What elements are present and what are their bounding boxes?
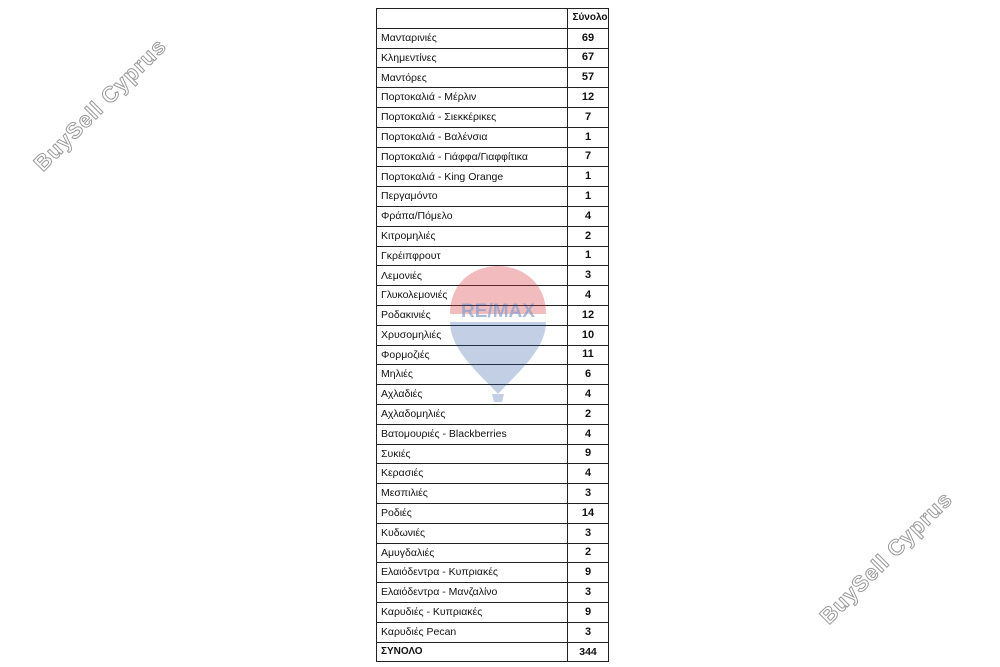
row-name: Κιτρομηλιές: [377, 226, 568, 246]
row-name: Ροδακινιές: [377, 305, 568, 325]
table-header-row: [377, 9, 609, 29]
row-value: 3: [568, 523, 609, 543]
balloon-blue-bottom: [450, 322, 546, 394]
remax-balloon-icon: [446, 264, 550, 404]
table-row: [377, 147, 609, 167]
balloon-basket: [492, 394, 504, 402]
row-name: Λεμονιές: [377, 266, 568, 286]
table-row: [377, 563, 609, 583]
row-value: 6: [568, 365, 609, 385]
header-name-cell: [377, 9, 568, 29]
table-row: [377, 187, 609, 207]
row-value: 4: [568, 286, 609, 306]
row-name: Καρυδιές - Κυπριακές: [377, 602, 568, 622]
table-row: [377, 622, 609, 642]
row-name: Κλημεντίνες: [377, 48, 568, 68]
row-name: Κερασιές: [377, 464, 568, 484]
row-name: Πορτοκαλιά - King Orange: [377, 167, 568, 187]
row-value: 1: [568, 127, 609, 147]
table-row: [377, 444, 609, 464]
row-value: 1: [568, 167, 609, 187]
row-value: 57: [568, 68, 609, 88]
row-value: 11: [568, 345, 609, 365]
table-row: [377, 523, 609, 543]
table-row: [377, 484, 609, 504]
row-value: 2: [568, 543, 609, 563]
row-value: 9: [568, 602, 609, 622]
row-name: Μεσπιλιές: [377, 484, 568, 504]
row-value: 1: [568, 246, 609, 266]
row-value: 67: [568, 48, 609, 68]
watermark-left: BuySell Cyprus: [28, 33, 172, 176]
table-row: [377, 127, 609, 147]
table-row: [377, 503, 609, 523]
logo-text: RE/MAX: [461, 301, 535, 322]
row-value: 4: [568, 385, 609, 405]
header-total-cell: Σύνολο: [568, 9, 609, 29]
row-name: Αχλαδομηλιές: [377, 404, 568, 424]
row-value: 9: [568, 444, 609, 464]
watermark-right: BuySell Cyprus: [814, 486, 958, 629]
row-name: Βατομουριές - Blackberries: [377, 424, 568, 444]
row-name: Χρυσομηλιές: [377, 325, 568, 345]
row-value: 3: [568, 266, 609, 286]
row-name: Γκρέιπφρουτ: [377, 246, 568, 266]
row-value: 3: [568, 622, 609, 642]
row-name: Καρυδιές Pecan: [377, 622, 568, 642]
row-value: 1: [568, 187, 609, 207]
row-name: Αχλαδιές: [377, 385, 568, 405]
row-value: 69: [568, 28, 609, 48]
row-name: Μαντόρες: [377, 68, 568, 88]
row-value: 12: [568, 88, 609, 108]
table-row: [377, 48, 609, 68]
table-row: [377, 68, 609, 88]
row-name: Πορτοκαλιά - Βαλένσια: [377, 127, 568, 147]
total-value: 344: [568, 642, 609, 662]
table-row: [377, 583, 609, 603]
table-row: [377, 167, 609, 187]
row-name: Γλυκολεμονιές: [377, 286, 568, 306]
row-name: Πορτοκαλιά - Μέρλιν: [377, 88, 568, 108]
row-name: Πορτοκαλιά - Γιάφφα/Γιαφφίτικα: [377, 147, 568, 167]
row-value: 12: [568, 305, 609, 325]
row-value: 3: [568, 484, 609, 504]
table-row: [377, 88, 609, 108]
table-row: [377, 404, 609, 424]
row-value: 9: [568, 563, 609, 583]
row-value: 10: [568, 325, 609, 345]
row-value: 2: [568, 404, 609, 424]
row-value: 14: [568, 503, 609, 523]
row-name: Μανταρινιές: [377, 28, 568, 48]
row-value: 2: [568, 226, 609, 246]
row-value: 7: [568, 107, 609, 127]
row-name: Φορμοζιές: [377, 345, 568, 365]
total-label: ΣΥΝΟΛΟ: [377, 642, 568, 662]
table-row: [377, 464, 609, 484]
row-name: Περγαμόντο: [377, 187, 568, 207]
row-value: 4: [568, 424, 609, 444]
table-row: [377, 107, 609, 127]
row-name: Πορτοκαλιά - Σιεκκέρικες: [377, 107, 568, 127]
table-row: [377, 602, 609, 622]
table-row: [377, 28, 609, 48]
row-name: Ελαιόδεντρα - Κυπριακές: [377, 563, 568, 583]
table-row: [377, 226, 609, 246]
row-value: 4: [568, 206, 609, 226]
row-name: Κυδωνιές: [377, 523, 568, 543]
table-row: [377, 543, 609, 563]
row-name: Φράπα/Πόμελο: [377, 206, 568, 226]
table-total-row: [377, 642, 609, 662]
row-name: Ροδιές: [377, 503, 568, 523]
row-value: 4: [568, 464, 609, 484]
row-name: Συκιές: [377, 444, 568, 464]
row-value: 7: [568, 147, 609, 167]
row-name: Μηλιές: [377, 365, 568, 385]
row-value: 3: [568, 583, 609, 603]
table-row: [377, 424, 609, 444]
table-row: [377, 206, 609, 226]
table-row: [377, 246, 609, 266]
row-name: Αμυγδαλιές: [377, 543, 568, 563]
row-name: Ελαιόδεντρα - Μανζαλίνο: [377, 583, 568, 603]
